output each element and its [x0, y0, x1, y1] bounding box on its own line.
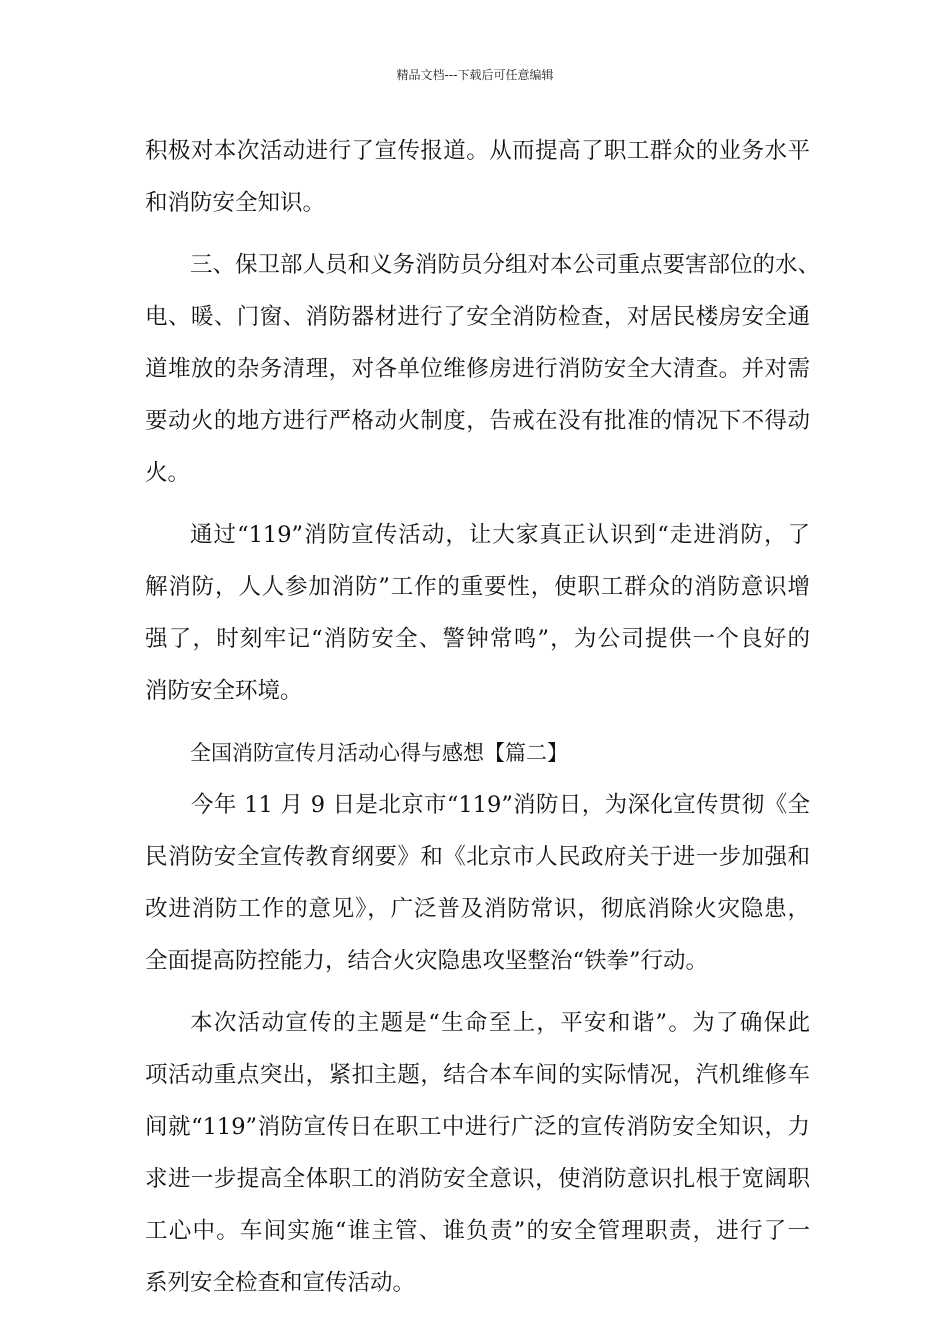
- paragraph: [145, 244, 821, 504]
- text-line: 积极对本次活动进行了宣传报道。从而提高了职工群众的业务水平: [145, 138, 810, 164]
- text-line: 电、暖、门窗、消防器材进行了安全消防检查，对居民楼房安全通: [145, 304, 810, 330]
- text-line: 改进消防工作的意见》，广泛普及消防常识，彻底消除火灾隐患，: [145, 896, 810, 922]
- text-line: 项活动重点突出，紧扣主题，结合本车间的实际情况，汽机维修车: [145, 1062, 810, 1088]
- text-line: 三、保卫部人员和义务消防员分组对本公司重点要害部位的水、: [190, 252, 821, 278]
- text-line: 本次活动宣传的主题是“生命至上，平安和谐”。为了确保此: [190, 1010, 810, 1036]
- text-line: 火。: [145, 460, 191, 486]
- text-line: 间就“119”消防宣传日在职工中进行广泛的宣传消防安全知识，力: [145, 1114, 810, 1140]
- document-body: [145, 130, 821, 1314]
- text-line: 道堆放的杂务清理，对各单位维修房进行消防安全大清查。并对需: [145, 356, 810, 382]
- paragraph: [145, 784, 810, 992]
- paragraph: [145, 1002, 810, 1314]
- text-line: 全面提高防控能力，结合火灾隐患攻坚整治“铁拳”行动。: [145, 948, 709, 974]
- text-line: 解消防，人人参加消防”工作的重要性，使职工群众的消防意识增: [145, 574, 810, 600]
- text-line: 工心中。车间实施“谁主管、谁负责”的安全管理职责，进行了一: [145, 1218, 810, 1244]
- section-heading: 全国消防宣传月活动心得与感想【篇二】: [190, 741, 568, 765]
- text-line: 和消防安全知识。: [145, 190, 326, 216]
- paragraph: [145, 514, 810, 722]
- page-header: 精品文档---下载后可任意编辑: [396, 68, 554, 82]
- paragraph: [145, 130, 810, 234]
- text-line: 求进一步提高全体职工的消防安全意识，使消防意识扎根于宽阔职: [145, 1166, 810, 1192]
- text-line: 系列安全检查和宣传活动。: [145, 1270, 416, 1296]
- text-line: 要动火的地方进行严格动火制度，告戒在没有批准的情况下不得动: [145, 408, 810, 434]
- text-line: 通过“119”消防宣传活动，让大家真正认识到“走进消防，了: [190, 522, 810, 548]
- text-line: 今年 11 月 9 日是北京市“119”消防日，为深化宣传贯彻《全: [191, 792, 810, 818]
- text-line: 民消防安全宣传教育纲要》和《北京市人民政府关于进一步加强和: [145, 844, 810, 870]
- text-line: 消防安全环境。: [145, 678, 303, 704]
- text-line: 强了，时刻牢记“消防安全、警钟常鸣”，为公司提供一个良好的: [145, 626, 810, 652]
